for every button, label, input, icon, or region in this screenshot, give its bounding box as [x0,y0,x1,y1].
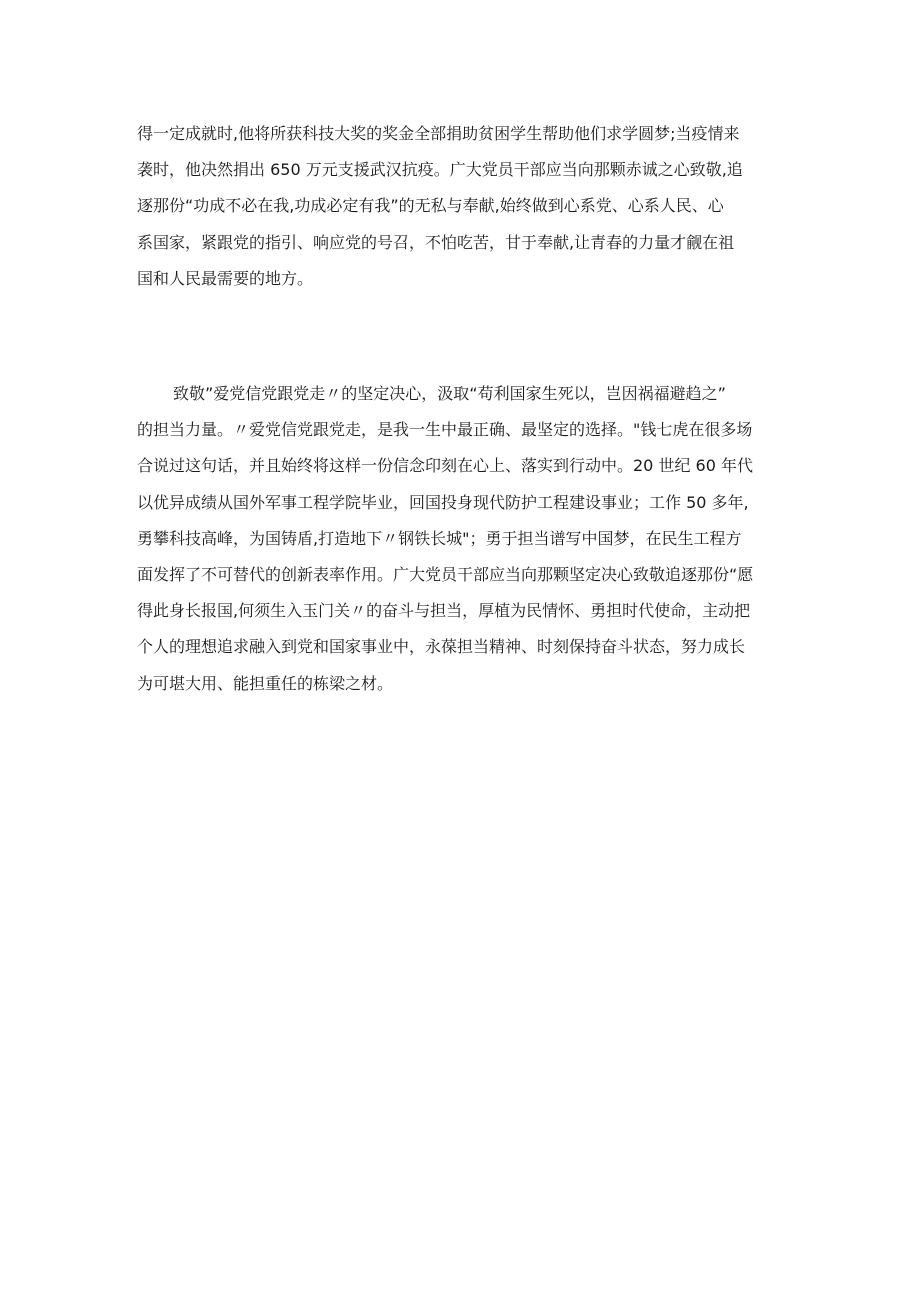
paragraph-line: 的担当力量。〃爱党信党跟党走，是我一生中最正确、最坚定的选择。"钱七虎在很多场 [137,420,753,440]
paragraph-line: 得此身长报国,何须生入玉门关〃的奋斗与担当，厚植为民情怀、勇担时代使命，主动把 [137,601,751,621]
paragraph-2 [137,376,787,702]
paragraph-line: 国和人民最需要的地方。 [137,268,314,288]
paragraph-line: 为可堪大用、能担重任的栋梁之材。 [137,673,394,693]
paragraph-line: 以优异成绩从国外军事工程学院毕业，回国投身现代防护工程建设事业；工作 50 多年, [137,492,749,512]
paragraph-line: 袭时，他决然捐出 650 万元支援武汉抗疫。广大党员干部应当向那颗赤诚之心致敬,追 [137,160,743,180]
paragraph-1 [137,116,787,297]
paragraph-line: 个人的理想追求融入到党和国家事业中，永葆担当精神、时刻保持奋斗状态，努力成长 [137,637,746,657]
paragraph-line: 合说过这句话，并且始终将这样一份信念印刻在心上、落实到行动中。20 世纪 60 年代 [137,456,753,476]
paragraph-line: 致敬”爱党信党跟党走〃的坚定决心，汲取“苟利国家生死以，岂因祸福避趋之” [173,384,726,403]
paragraph-line: 勇攀科技高峰，为国铸盾,打造地下〃钢铁长城"；勇于担当谱写中国梦，在民生工程方 [137,528,742,548]
paragraph-line: 得一定成就时,他将所获科技大奖的奖金全部捐助贫困学生帮助他们求学圆梦;当疫情来 [137,124,740,143]
paragraph-line: 面发挥了不可替代的创新表率作用。广大党员干部应当向那颗坚定决心致敬追逐那份“愿 [137,565,754,585]
paragraph-line: 逐那份“功成不必在我,功成必定有我”的无私与奉献,始终做到心系党、心系人民、心 [137,196,724,216]
paragraph-line: 系国家，紧跟党的指引、响应党的号召，不怕吃苦，甘于奉献,让青春的力量才觎在祖 [137,232,735,252]
